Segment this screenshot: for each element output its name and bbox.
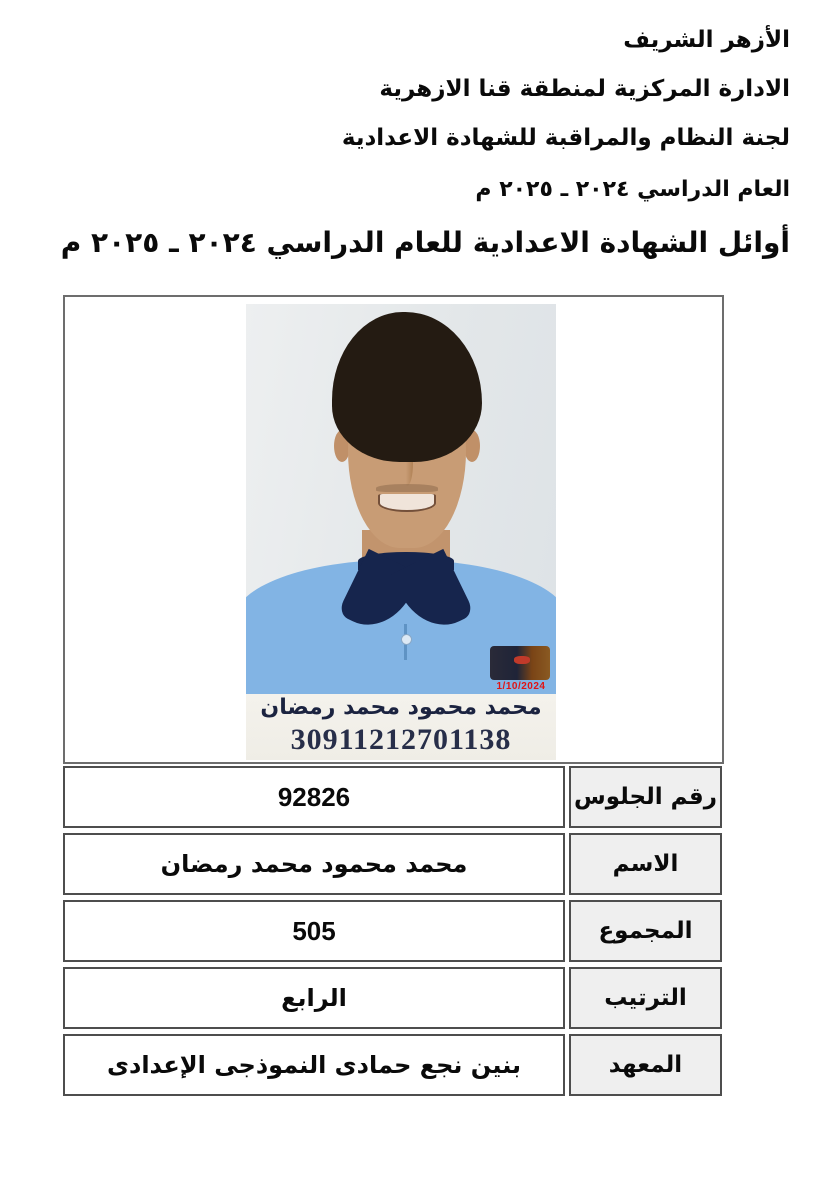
photo-caption-name: محمد محمود محمد رمضان — [260, 695, 542, 720]
table-label-seat-number: رقم الجلوس — [569, 766, 722, 828]
photo-caption-strip — [246, 694, 556, 760]
student-hair — [332, 312, 482, 462]
student-shirt-button — [401, 634, 412, 645]
table-label-total: المجموع — [569, 900, 722, 962]
table-label-institute: المعهد — [569, 1034, 722, 1096]
student-mustache — [376, 484, 438, 492]
page-title: أوائل الشهادة الاعدادية للعام الدراسي ٢٠٢٤ ـ ٢٠٢٥ م — [60, 226, 790, 259]
photo-frame — [63, 295, 724, 764]
table-value-seat-number: 92826 — [63, 766, 565, 828]
student-mouth — [378, 494, 436, 512]
table-value-institute: بنين نجع حمادى النموذجى الإعدادى — [63, 1034, 565, 1096]
header-org-name: الأزهر الشريف — [623, 27, 790, 53]
student-photo — [246, 304, 556, 760]
photo-stamp-accent — [514, 656, 530, 664]
table-value-name: محمد محمود محمد رمضان — [63, 833, 565, 895]
table-value-rank: الرابع — [63, 967, 565, 1029]
photo-caption-id: 30911212701138 — [290, 723, 512, 756]
table-value-total: 505 — [63, 900, 565, 962]
table-label-name: الاسم — [569, 833, 722, 895]
result-table — [63, 766, 722, 1096]
photo-stamp-date: 1/10/2024 — [496, 681, 546, 692]
table-label-rank: الترتيب — [569, 967, 722, 1029]
header-academic-year: العام الدراسي ٢٠٢٤ ـ ٢٠٢٥ م — [475, 177, 790, 202]
header-administration: الادارة المركزية لمنطقة قنا الازهرية — [379, 76, 790, 102]
header-committee: لجنة النظام والمراقبة للشهادة الاعدادية — [341, 125, 790, 151]
